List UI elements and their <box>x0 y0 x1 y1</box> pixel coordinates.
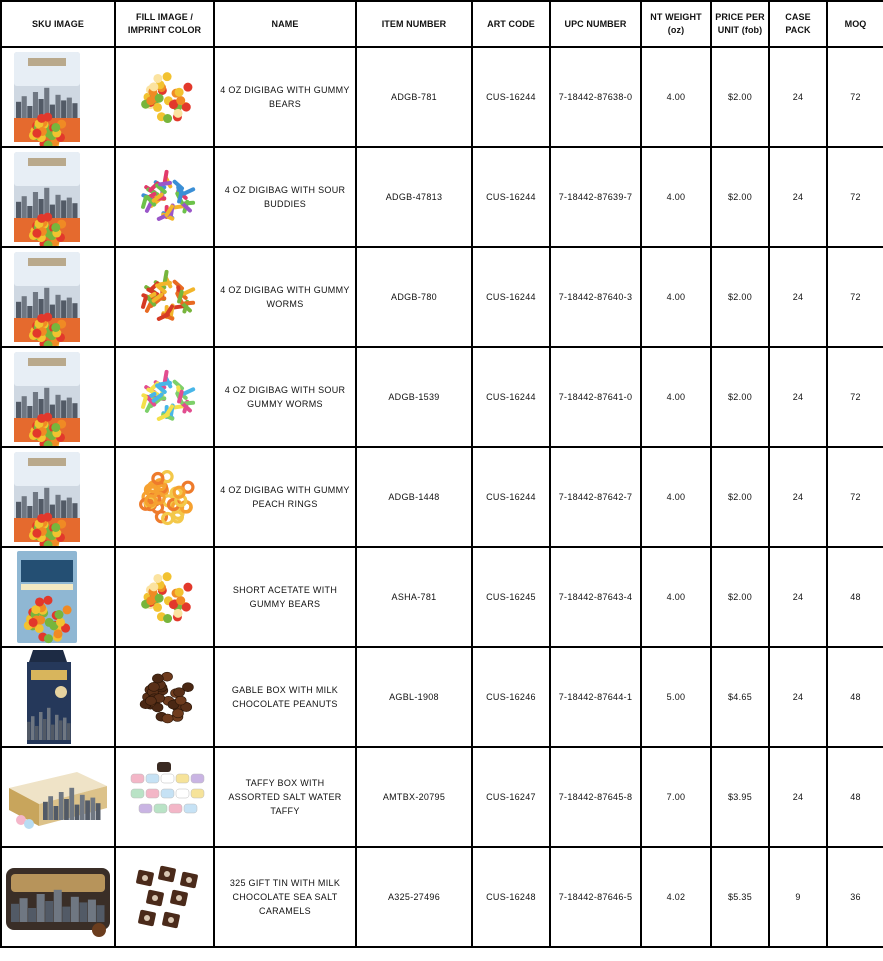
fill-image-cell <box>115 247 214 347</box>
upc-number-cell: 7-18442-87644-1 <box>550 647 641 747</box>
fill-image-cell <box>115 447 214 547</box>
fill-image-cell <box>115 647 214 747</box>
moq-cell: 36 <box>827 847 883 947</box>
upc-number-cell: 7-18442-87643-4 <box>550 547 641 647</box>
case-pack-cell: 24 <box>769 647 827 747</box>
case-pack-cell: 24 <box>769 347 827 447</box>
fill-image-cell <box>115 847 214 947</box>
digibag-icon <box>3 348 113 446</box>
sku-image-cell <box>1 847 115 947</box>
table-row <box>1 47 883 147</box>
table-row <box>1 847 883 947</box>
name-cell: 4 OZ DIGIBAG WITH GUMMY PEACH RINGS <box>214 447 356 547</box>
moq-cell: 48 <box>827 747 883 847</box>
moq-cell: 72 <box>827 47 883 147</box>
net-weight-cell: 4.00 <box>641 447 711 547</box>
moq-cell: 72 <box>827 147 883 247</box>
name-cell: 4 OZ DIGIBAG WITH SOUR BUDDIES <box>214 147 356 247</box>
moq-cell: 72 <box>827 247 883 347</box>
header-art-code: ART CODE <box>472 1 550 47</box>
net-weight-cell: 4.00 <box>641 247 711 347</box>
name-cell: 4 OZ DIGIBAG WITH GUMMY WORMS <box>214 247 356 347</box>
item-number-cell: ADGB-780 <box>356 247 472 347</box>
case-pack-cell: 24 <box>769 47 827 147</box>
table-row <box>1 447 883 547</box>
table-row <box>1 347 883 447</box>
upc-number-cell: 7-18442-87646-5 <box>550 847 641 947</box>
art-code-cell: CUS-16244 <box>472 447 550 547</box>
fill-image-cell <box>115 747 214 847</box>
header-price-per-unit: PRICE PER UNIT (fob) <box>711 1 769 47</box>
sour-gummy-worms-icon <box>117 348 213 446</box>
item-number-cell: ADGB-1448 <box>356 447 472 547</box>
header-net-weight: NT WEIGHT (oz) <box>641 1 711 47</box>
price-per-unit-cell: $2.00 <box>711 247 769 347</box>
sku-image-cell <box>1 47 115 147</box>
table-row <box>1 647 883 747</box>
art-code-cell: CUS-16244 <box>472 47 550 147</box>
gummy-bears-icon <box>117 48 213 146</box>
header-case-pack: CASE PACK <box>769 1 827 47</box>
header-fill-image: FILL IMAGE / IMPRINT COLOR <box>115 1 214 47</box>
net-weight-cell: 4.00 <box>641 47 711 147</box>
name-cell: GABLE BOX WITH MILK CHOCOLATE PEANUTS <box>214 647 356 747</box>
digibag-icon <box>3 248 113 346</box>
case-pack-cell: 24 <box>769 747 827 847</box>
item-number-cell: ADGB-47813 <box>356 147 472 247</box>
upc-number-cell: 7-18442-87639-7 <box>550 147 641 247</box>
fill-image-cell <box>115 547 214 647</box>
price-per-unit-cell: $3.95 <box>711 747 769 847</box>
art-code-cell: CUS-16248 <box>472 847 550 947</box>
art-code-cell: CUS-16246 <box>472 647 550 747</box>
upc-number-cell: 7-18442-87641-0 <box>550 347 641 447</box>
art-code-cell: CUS-16245 <box>472 547 550 647</box>
net-weight-cell: 4.00 <box>641 547 711 647</box>
price-per-unit-cell: $2.00 <box>711 347 769 447</box>
table-row <box>1 547 883 647</box>
sku-image-cell <box>1 347 115 447</box>
name-cell: TAFFY BOX WITH ASSORTED SALT WATER TAFFY <box>214 747 356 847</box>
table-row <box>1 147 883 247</box>
digibag-icon <box>3 448 113 546</box>
net-weight-cell: 4.02 <box>641 847 711 947</box>
peach-rings-icon <box>117 448 213 546</box>
case-pack-cell: 24 <box>769 447 827 547</box>
sku-image-cell <box>1 647 115 747</box>
sku-image-cell <box>1 747 115 847</box>
art-code-cell: CUS-16244 <box>472 147 550 247</box>
name-cell: 4 OZ DIGIBAG WITH GUMMY BEARS <box>214 47 356 147</box>
upc-number-cell: 7-18442-87642-7 <box>550 447 641 547</box>
price-per-unit-cell: $5.35 <box>711 847 769 947</box>
header-upc-number: UPC NUMBER <box>550 1 641 47</box>
price-per-unit-cell: $2.00 <box>711 547 769 647</box>
name-cell: SHORT ACETATE WITH GUMMY BEARS <box>214 547 356 647</box>
sea-salt-caramels-icon <box>117 848 213 946</box>
price-per-unit-cell: $4.65 <box>711 647 769 747</box>
net-weight-cell: 4.00 <box>641 347 711 447</box>
case-pack-cell: 24 <box>769 547 827 647</box>
moq-cell: 48 <box>827 547 883 647</box>
header-row <box>1 1 883 47</box>
moq-cell: 48 <box>827 647 883 747</box>
digibag-icon <box>3 48 113 146</box>
item-number-cell: ASHA-781 <box>356 547 472 647</box>
item-number-cell: ADGB-1539 <box>356 347 472 447</box>
net-weight-cell: 5.00 <box>641 647 711 747</box>
gift-tin-icon <box>3 848 113 946</box>
item-number-cell: AMTBX-20795 <box>356 747 472 847</box>
upc-number-cell: 7-18442-87638-0 <box>550 47 641 147</box>
art-code-cell: CUS-16247 <box>472 747 550 847</box>
fill-image-cell <box>115 347 214 447</box>
case-pack-cell: 24 <box>769 147 827 247</box>
short-acetate-icon <box>3 548 113 646</box>
upc-number-cell: 7-18442-87645-8 <box>550 747 641 847</box>
table-row <box>1 747 883 847</box>
moq-cell: 72 <box>827 347 883 447</box>
gable-box-icon <box>3 648 113 746</box>
name-cell: 325 GIFT TIN WITH MILK CHOCOLATE SEA SALT CARAMELS <box>214 847 356 947</box>
item-number-cell: AGBL-1908 <box>356 647 472 747</box>
case-pack-cell: 24 <box>769 247 827 347</box>
name-cell: 4 OZ DIGIBAG WITH SOUR GUMMY WORMS <box>214 347 356 447</box>
art-code-cell: CUS-16244 <box>472 247 550 347</box>
header-sku-image: SKU IMAGE <box>1 1 115 47</box>
gummy-worms-icon <box>117 248 213 346</box>
sku-image-cell <box>1 247 115 347</box>
moq-cell: 72 <box>827 447 883 547</box>
gummy-bears-icon <box>117 548 213 646</box>
sour-buddies-icon <box>117 148 213 246</box>
price-per-unit-cell: $2.00 <box>711 447 769 547</box>
net-weight-cell: 7.00 <box>641 747 711 847</box>
sku-image-cell <box>1 447 115 547</box>
taffy-box-icon <box>3 748 113 846</box>
price-per-unit-cell: $2.00 <box>711 47 769 147</box>
digibag-icon <box>3 148 113 246</box>
net-weight-cell: 4.00 <box>641 147 711 247</box>
table-body <box>1 47 883 947</box>
chocolate-peanuts-icon <box>117 648 213 746</box>
sku-image-cell <box>1 147 115 247</box>
table-row <box>1 247 883 347</box>
header-item-number: ITEM NUMBER <box>356 1 472 47</box>
art-code-cell: CUS-16244 <box>472 347 550 447</box>
item-number-cell: A325-27496 <box>356 847 472 947</box>
header-moq: MOQ <box>827 1 883 47</box>
fill-image-cell <box>115 47 214 147</box>
price-per-unit-cell: $2.00 <box>711 147 769 247</box>
upc-number-cell: 7-18442-87640-3 <box>550 247 641 347</box>
item-number-cell: ADGB-781 <box>356 47 472 147</box>
case-pack-cell: 9 <box>769 847 827 947</box>
sku-image-cell <box>1 547 115 647</box>
header-name: NAME <box>214 1 356 47</box>
fill-image-cell <box>115 147 214 247</box>
salt-water-taffy-icon <box>117 748 213 846</box>
